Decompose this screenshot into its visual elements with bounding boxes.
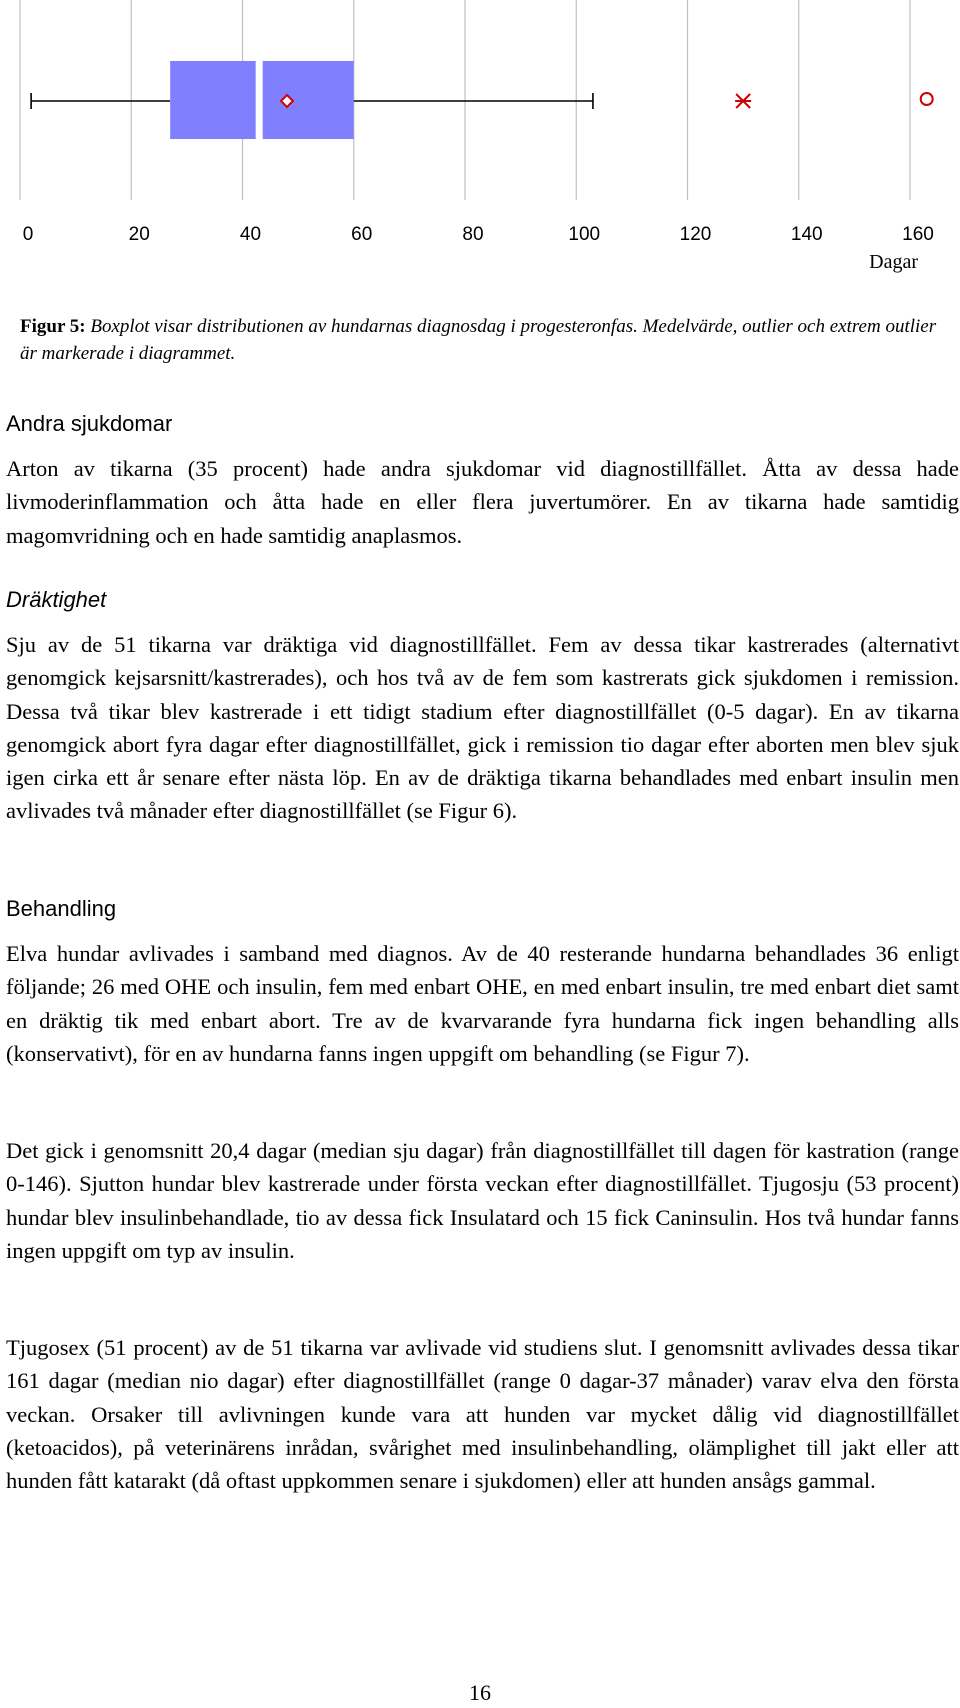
- x-tick-label: 60: [351, 224, 373, 245]
- x-tick-label: 0: [22, 224, 34, 245]
- figure-label: Figur 5:: [20, 316, 86, 337]
- heading-behandling: Behandling: [6, 896, 117, 921]
- paragraph-behandling-2: Det gick i genomsnitt 20,4 dagar (median sju dagar) från diagnostillfället till dagen för kastration (range 0-146). Sjutton hundar blev kastrerade under första veckan efter diagnostillfället. Tjugosju (53 procent) hundar blev insulinbehandlade, tio av dessa fick Insulatard och 15 fick Caninsulin. Hos två hundar fanns ingen uppgift om typ av insulin.: [6, 1138, 959, 1263]
- x-tick-label: 140: [790, 224, 823, 245]
- boxplot-chart: [0, 0, 960, 290]
- heading-andra-sjukdomar: Andra sjukdomar: [6, 411, 173, 436]
- x-tick-label: 20: [128, 224, 150, 245]
- box-upper-half: [263, 61, 354, 139]
- x-tick-label: 100: [568, 224, 601, 245]
- box-lower-half: [170, 61, 256, 139]
- x-tick-label: 160: [902, 224, 934, 245]
- x-tick-label: 120: [679, 224, 712, 245]
- heading-draktighet: Dräktighet: [6, 587, 107, 612]
- paragraph-andra-sjukdomar: Arton av tikarna (35 procent) hade andra sjukdomar vid diagnostillfället. Åtta av dessa hade livmoderinflammation och åtta hade en eller flera juvertumörer. En av tikarna hade samtidig magomvridning och en hade samtidig anaplasmos.: [6, 456, 959, 548]
- x-tick-label: 80: [462, 224, 484, 245]
- vertical-gridlines: [20, 0, 910, 200]
- page-number: 16: [469, 1680, 491, 1705]
- figure-caption-text: Boxplot visar distributionen av hundarnas diagnosdag i progesteronfas. Medelvärde, outlier och extrem outlier är markerade i diagrammet.: [20, 316, 937, 364]
- x-axis-tick-labels: [23, 224, 934, 245]
- figure-caption: [20, 313, 940, 367]
- extreme-outlier-marker: [921, 93, 933, 105]
- paragraph-draktighet: Sju av de 51 tikarna var dräktiga vid diagnostillfället. Fem av dessa tikar kastrerades (alternativt genomgick kejsarsnitt/kastrerades), och hos två av de fem som kastrerats gick sjukdomen i remission. Dessa två tikar blev kastrerade i ett tidigt stadium efter diagnostillfället (0-5 dagar). En av tikarna genomgick abort fyra dagar efter diagnostillfället, gick i remission tio dagar efter aborten men blev sjuk igen cirka ett år senare efter nästa löp. En av de dräktiga tikarna behandlades med enbart insulin men avlivades två månader efter diagnostillfället (se Figur 6).: [6, 632, 959, 824]
- x-tick-label: 40: [239, 224, 262, 245]
- boxplot-series: [31, 61, 933, 139]
- x-axis-label: Dagar: [869, 251, 918, 273]
- paragraph-behandling-3: Tjugosex (51 procent) av de 51 tikarna var avlivade vid studiens slut. I genomsnitt avlivades dessa tikar 161 dagar (median nio dagar) efter diagnostillfället (range 0 dagar-37 månader) varav elva den första veckan. Orsaker till avlivningen kunde vara att hunden var mycket dålig vid diagnostillfället (ketoacidos), på veterinärens inrådan, svårighet med insulinbehandling, olämplighet till jakt eller att hunden fått katarakt (då oftast uppkommen senare i sjukdomen) eller att hunden ansågs gammal.: [6, 1335, 959, 1494]
- paragraph-behandling-1: Elva hundar avlivades i samband med diagnos. Av de 40 resterande hundarna behandlades 36 enligt följande; 26 med OHE och insulin, fem med enbart OHE, en med enbart insulin, tre med enbart diet samt en dräktig tik med enbart abort. Tre av de kvarvarande fyra hundarna fick ingen behandling alls (konservativt), för en av hundarna fanns ingen uppgift om behandling (se Figur 7).: [6, 941, 959, 1066]
